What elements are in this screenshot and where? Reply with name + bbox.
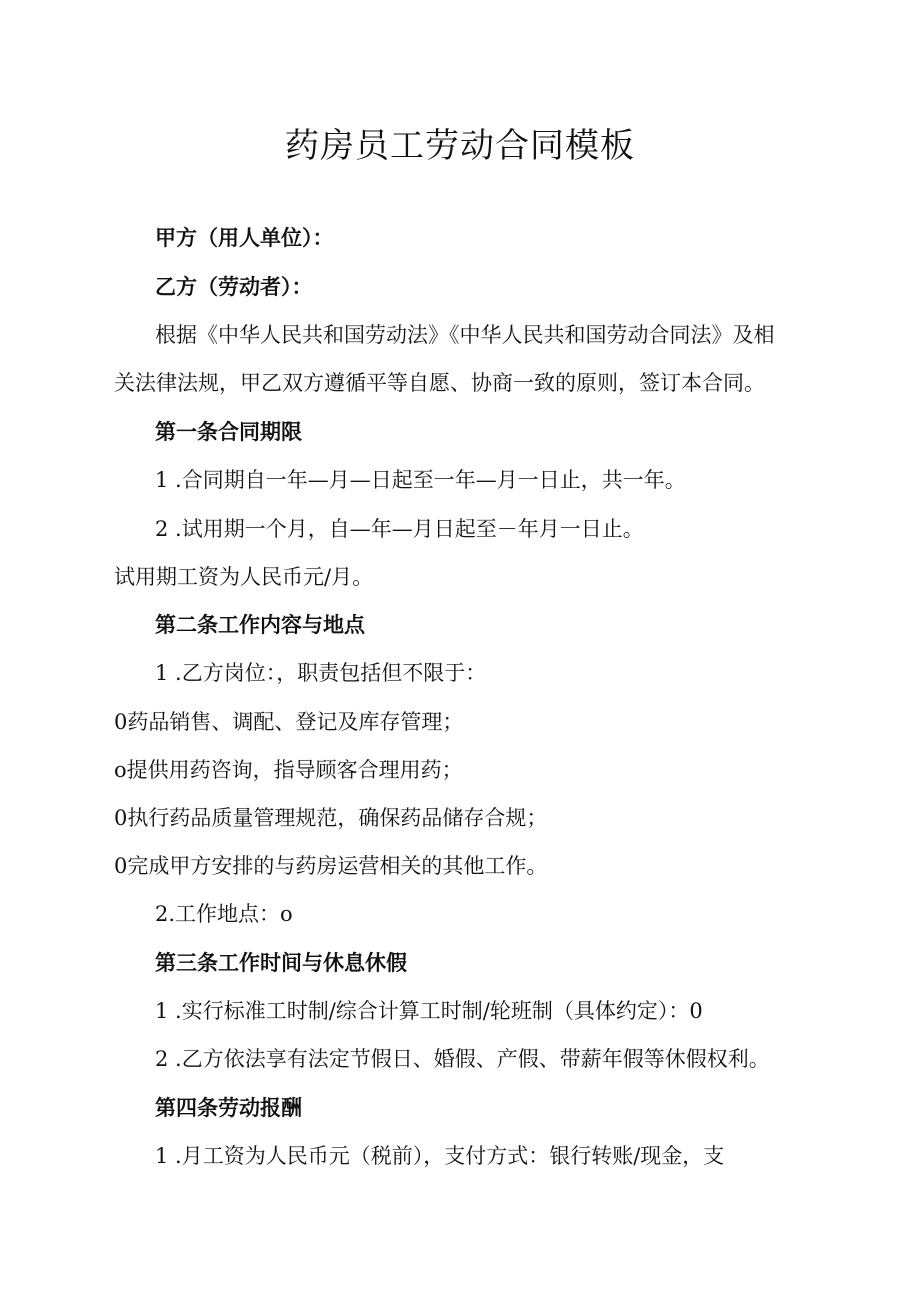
article-2-duty: o提供用药咨询，指导顾客合理用药； [114,758,463,782]
article-2-heading: 第二条工作内容与地点 [155,613,365,637]
article-1-item: 2 .试用期一个月，自—年—月日起至－年月一日止。 [155,517,644,541]
article-1-item: 试用期工资为人民币元/月。 [114,565,374,589]
article-4-item: 1 .月工资为人民币元（税前），支付方式：银行转账/现金，支 [155,1144,725,1168]
article-3-heading: 第三条工作时间与休息休假 [155,951,407,975]
document-title: 药房员工劳动合同模板 [285,126,635,166]
article-2-duty: 0执行药品质量管理规范，确保药品储存合规； [114,806,548,830]
article-2-duty: 0完成甲方安排的与药房运营相关的其他工作。 [114,854,548,878]
article-2-duty: 0药品销售、调配、登记及库存管理； [114,710,464,734]
article-3-item: 2 .乙方依法享有法定节假日、婚假、产假、带薪年假等休假权利。 [155,1047,770,1071]
article-1-item: 1 .合同期自一年—月—日起至一年—月一日止，共一年。 [155,468,686,492]
article-1-heading: 第一条合同期限 [155,420,302,444]
article-2-item: 1 .乙方岗位：，职责包括但不限于： [155,661,487,685]
preamble-line-2: 关法律法规，甲乙双方遵循平等自愿、协商一致的原则，签订本合同。 [114,371,765,395]
article-2-item: 2.工作地点：o [155,902,293,926]
preamble-line-1: 根据《中华人民共和国劳动法》《中华人民共和国劳动合同法》及相 [155,323,775,347]
article-4-heading: 第四条劳动报酬 [155,1096,302,1120]
article-3-item: 1 .实行标准工时制/综合计算工时制/轮班制（具体约定）：0 [155,999,703,1023]
party-a-label: 甲方（用人单位）： [155,226,334,250]
party-b-label: 乙方（劳动者）： [155,275,313,299]
